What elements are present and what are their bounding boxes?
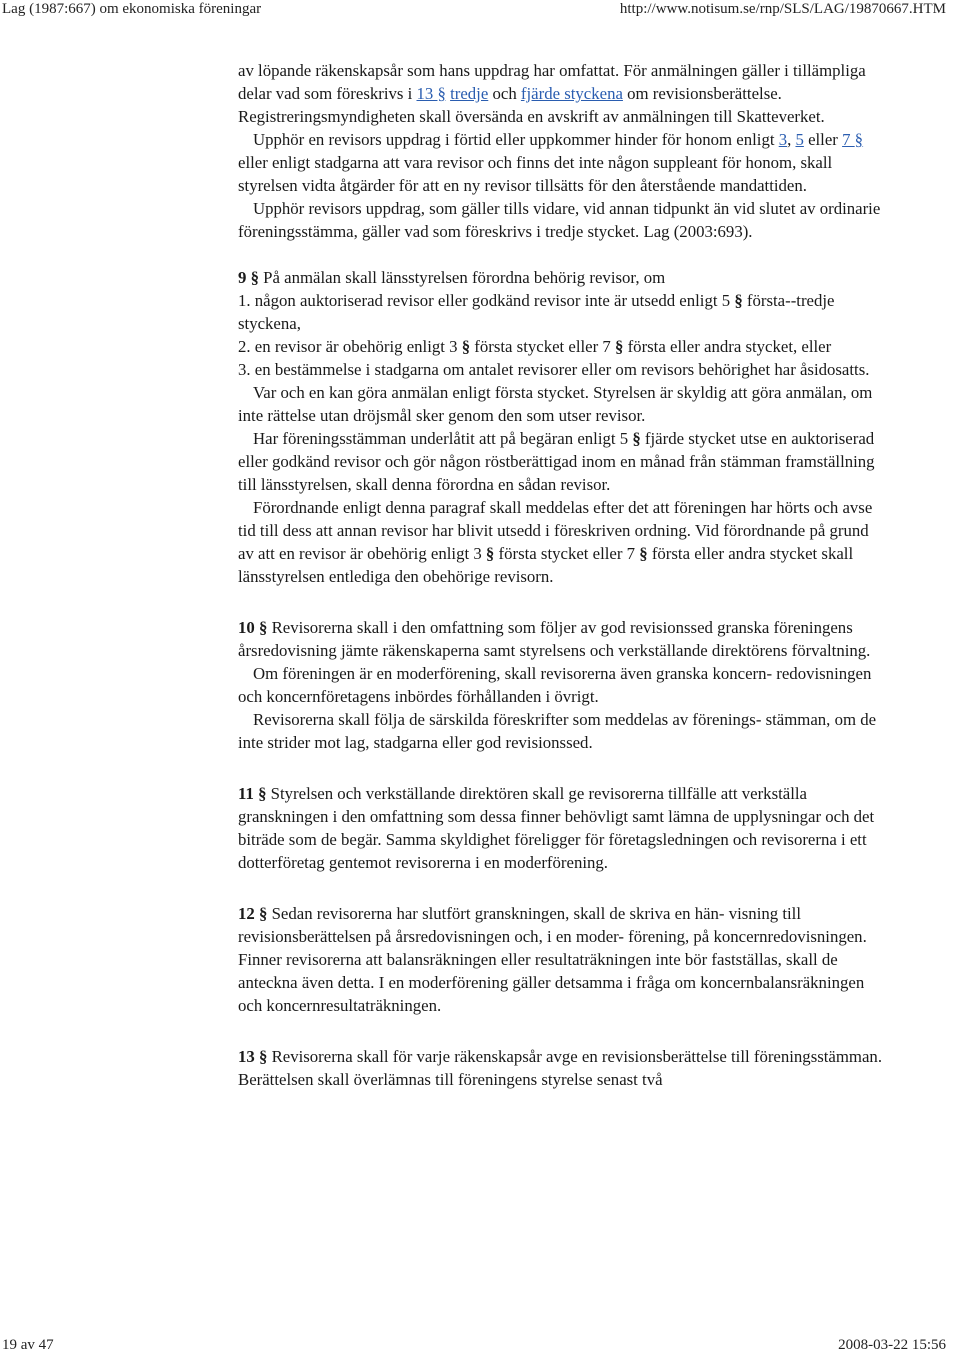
section-9-heading: 9 § På anmälan skall länsstyrelsen förordna behörig revisor, om bbox=[238, 268, 666, 287]
section-symbol-link[interactable]: § bbox=[854, 130, 864, 149]
section-number: 12 bbox=[238, 904, 255, 923]
link-section-7[interactable]: 7 bbox=[842, 130, 855, 149]
section-10-heading: 10 § Revisorerna skall i den omfattning som följer av god revisionssed granska föreningens årsredovisning jämte räkenskaperna samt styrelsens och verkställande direktörens förvaltning. bbox=[238, 618, 871, 660]
section-13-heading: 13 § Revisorerna skall för varje räkenskapsår avge en revisionsberättelse till föreningsstämman. Berättelsen skall överlämnas till föreningens styrelse senast två bbox=[238, 1047, 883, 1089]
link-section-5[interactable]: 5 bbox=[795, 130, 804, 149]
section-symbol: § bbox=[639, 544, 648, 563]
section-symbol: § bbox=[485, 544, 495, 563]
paragraph-upphor-1: Upphör en revisors uppdrag i förtid eller uppkommer hinder för honom enligt 3, 5 eller 7 § eller enligt stadgarna att vara revisor och finns det inte någon suppleant för honom, skall styrelsen vidta åtgärder för att en ny revisor tillsätts för den återstående mandattiden. bbox=[238, 130, 864, 195]
link-section-13[interactable]: 13 bbox=[416, 84, 438, 103]
section-11-heading: 11 § Styrelsen och verkställande direktören skall ge revisorerna tillfälle att verkställa granskningen i den omfattning som dessa finner behövligt samt lämna de upplysningar och det biträde som de begär. Samma skyldighet föreligger för företagsledningen och revisorerna i ett dotterföretag gentemot revisorerna i en moderförening. bbox=[238, 784, 875, 872]
list-item: 3. en bestämmelse i stadgarna om antalet revisorer eller om revisors behörighet har åsidosatts. bbox=[238, 360, 870, 379]
section-12-heading: 12 § Sedan revisorerna har slutfört granskningen, skall de skriva en hän- visning till revisionsberättelsen på årsredovisningen och, i en moder- förening, på koncernredovisningen. Finner revisorerna att balansräkningen eller resultaträkningen inte bör fastställas, skall de anteckna även detta. I en moderförening gäller detsamma i fråga om koncernbalansräkningen och koncernresultaträkningen. bbox=[238, 904, 867, 1015]
paragraph-continuation: av löpande räkenskapsår som hans uppdrag har omfattat. För anmälningen gäller i tillämpliga delar vad som föreskrivs i 13 § tredje och fjärde styckena om revisionsberättelse. Registreringsmyndigheten skall översända en avskrift av anmälningen till Skatteverket. bbox=[238, 61, 866, 126]
section-number: 10 bbox=[238, 618, 255, 637]
section-number: 13 bbox=[238, 1047, 255, 1066]
list-item: 1. någon auktoriserad revisor eller godkänd revisor inte är utsedd enligt 5 § första--tredje styckena, bbox=[238, 291, 835, 333]
page-footer-pagenum: 19 av 47 bbox=[2, 1337, 54, 1353]
section-symbol: § bbox=[258, 784, 267, 803]
section-symbol: § bbox=[258, 618, 268, 637]
paragraph: Revisorerna skall följa de särskilda föreskrifter som meddelas av förenings- stämman, om de inte strider mot lag, stadgarna eller god revisionssed. bbox=[238, 710, 877, 752]
paragraph-upphor-2: Upphör revisors uppdrag, som gäller tills vidare, vid annan tidpunkt än vid slutet av ordinarie föreningsstämma, gäller vad som föreskrivs i tredje stycket. Lag (2003:693). bbox=[238, 199, 881, 241]
list-item: 2. en revisor är obehörig enligt 3 § första stycket eller 7 § första eller andra stycket, eller bbox=[238, 337, 832, 356]
section-symbol: § bbox=[258, 904, 268, 923]
page-footer-timestamp: 2008-03-22 15:56 bbox=[838, 1337, 946, 1353]
section-symbol: § bbox=[461, 337, 471, 356]
section-symbol: § bbox=[632, 429, 641, 448]
page-header-title: Lag (1987:667) om ekonomiska föreningar bbox=[2, 1, 262, 17]
section-symbol: § bbox=[250, 268, 259, 287]
paragraph: Om föreningen är en moderförening, skall revisorerna även granska koncern- redovisningen och koncernföretagens inbördes förhållanden i övrigt. bbox=[238, 664, 872, 706]
section-number: 9 bbox=[238, 268, 247, 287]
document-body bbox=[238, 59, 888, 1091]
section-number: 11 bbox=[238, 784, 254, 803]
paragraph: Har föreningsstämman underlåtit att på begäran enligt 5 § fjärde stycket utse en auktoriserad eller godkänd revisor och gör någon röstberättigad inom en månad från stämman framställning till länsstyrelsen, skall denna förordna en sådan revisor. bbox=[238, 429, 875, 494]
paragraph: Var och en kan göra anmälan enligt första stycket. Styrelsen är skyldig att göra anmälan, om inte rättelse utan dröjsmål sker genom den som utser revisor. bbox=[238, 383, 873, 425]
paragraph: Förordnande enligt denna paragraf skall meddelas efter det att föreningen har hörts och avse tid till dess att annan revisor har blivit utsedd i föreskriven ordning. Vid förordnande på grund av att en revisor är obehörig enligt 3 § första stycket eller 7 § första eller andra stycket skall länsstyrelsen entlediga den obehörige revisorn. bbox=[238, 498, 873, 586]
link-fjarde-stycken[interactable]: fjärde styckena bbox=[520, 84, 623, 103]
section-symbol: § bbox=[615, 337, 624, 356]
link-tredje[interactable]: tredje bbox=[450, 84, 489, 103]
page-header-url: http://www.notisum.se/rnp/SLS/LAG/19870667.HTM bbox=[619, 1, 946, 17]
section-symbol: § bbox=[734, 291, 743, 310]
link-section-3[interactable]: 3 bbox=[778, 130, 788, 149]
section-symbol-link[interactable]: § bbox=[437, 84, 446, 103]
section-symbol: § bbox=[258, 1047, 268, 1066]
